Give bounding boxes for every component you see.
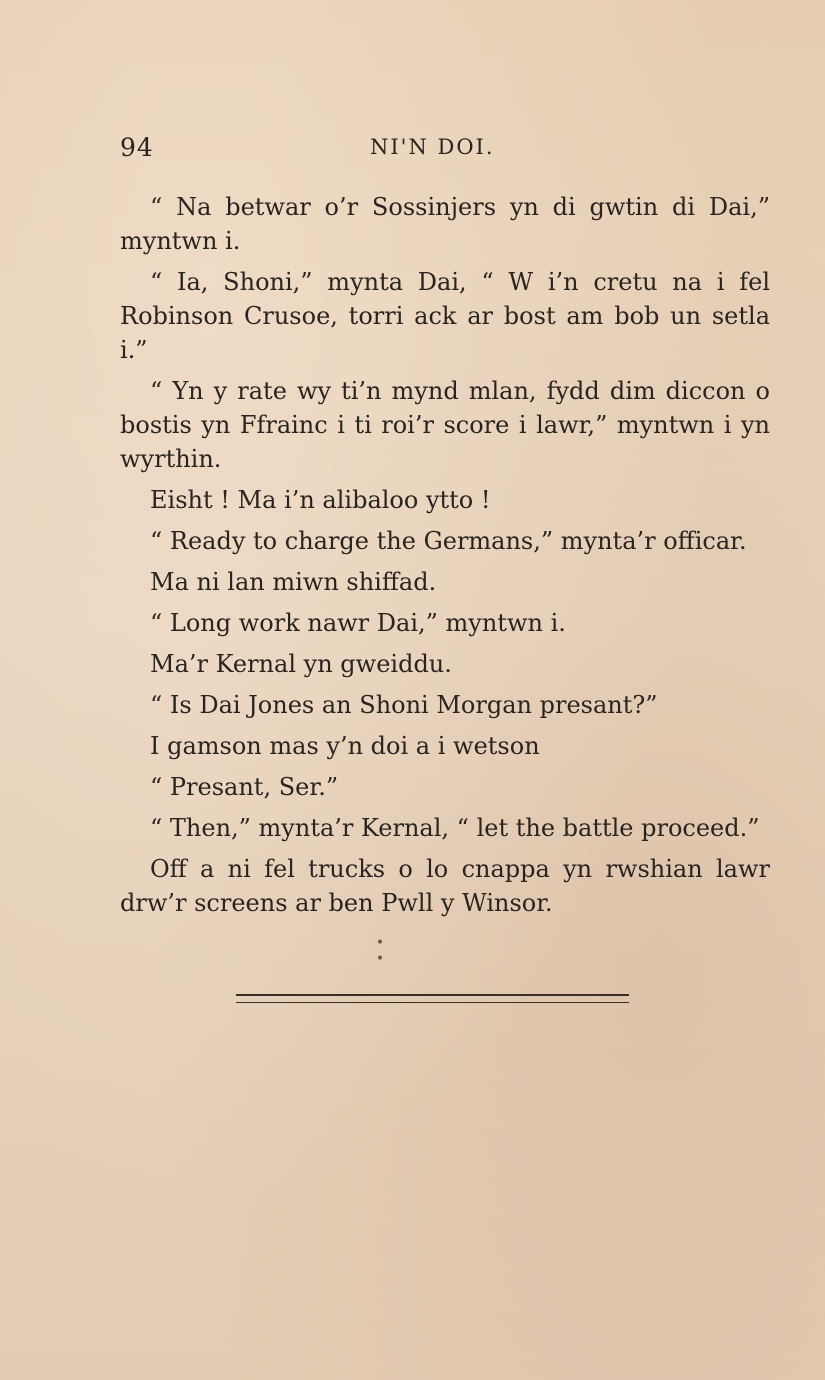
paragraph: Ma ni lan miwn shiffad.	[150, 568, 437, 596]
paragraph: “ Yn y rate wy ti’n mynd mlan, fydd dim diccon o bostis yn Ffrainc i ti roi’r score i lawr,” myntwn i yn wyrthin.	[120, 377, 770, 473]
paragraph: I gamson mas y’n doi a i wetson	[150, 732, 540, 760]
paragraph: “ Na betwar o’r Sossinjers yn di gwtin di Dai,” myntwn i.	[120, 193, 770, 255]
running-head	[120, 133, 770, 167]
paragraph: “ Is Dai Jones an Shoni Morgan presant?”	[150, 691, 658, 719]
paragraph: “ Ready to charge the Germans,” mynta’r officar.	[150, 527, 747, 555]
paragraph: Ma’r Kernal yn gweiddu.	[150, 650, 452, 678]
body-text	[120, 190, 770, 927]
running-title: NI'N DOI.	[370, 135, 495, 159]
paragraph: “ Then,” mynta’r Kernal, “ let the battle proceed.”	[150, 814, 760, 842]
paragraph: Off a ni fel trucks o lo cnappa yn rwshian lawr drw’r screens ar ben Pwll y Winsor.	[120, 855, 770, 917]
page-number: 94	[120, 133, 154, 162]
paragraph: “ Long work nawr Dai,” myntwn i.	[150, 609, 566, 637]
end-rule	[236, 994, 629, 1003]
paragraph: “ Ia, Shoni,” mynta Dai, “ W i’n cretu na i fel Robinson Crusoe, torri ack ar bost am bob un setla i.”	[120, 268, 770, 364]
paragraph: Eisht ! Ma i’n alibaloo ytto !	[150, 486, 491, 514]
paragraph: “ Presant, Ser.”	[150, 773, 339, 801]
ornament-dots: • •	[375, 935, 445, 967]
